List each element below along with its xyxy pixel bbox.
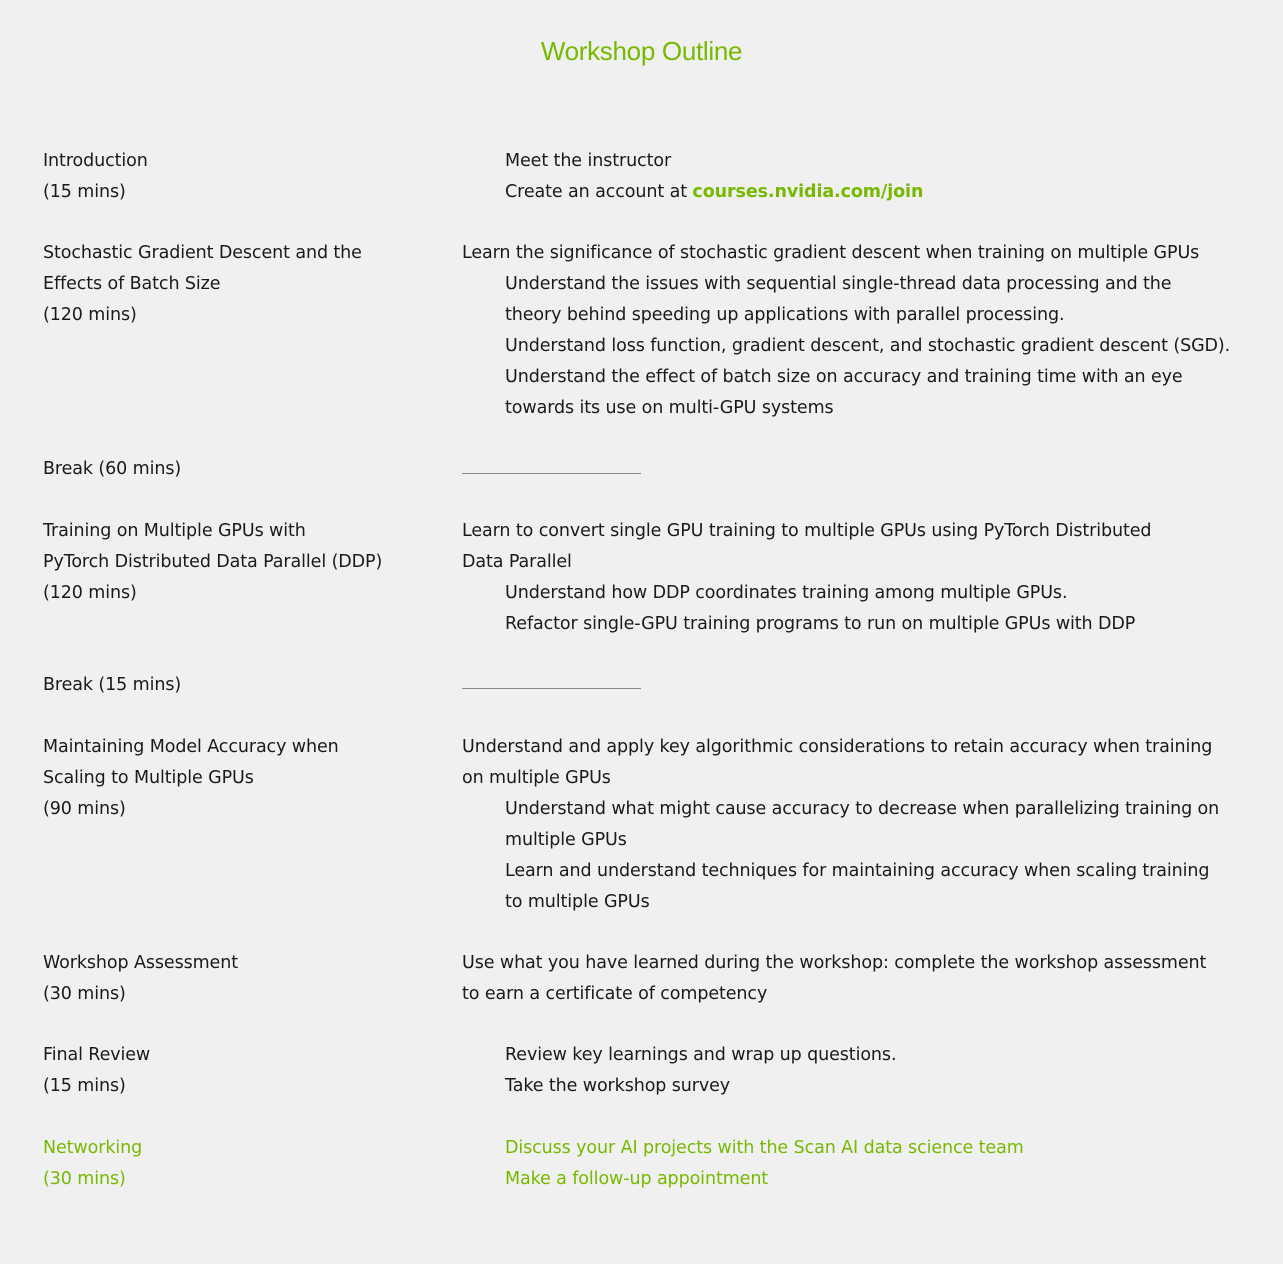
session-name: Networking (43, 1138, 143, 1158)
session-summary: Learn the significance of stochastic gradient descent when training on multiple GPUs (462, 243, 1200, 263)
session-name: Break (60 mins) (43, 459, 182, 479)
session-name-line1: Stochastic Gradient Descent and the (43, 243, 362, 263)
divider (462, 688, 641, 689)
list-item: Understand how DDP coordinates training among multiple GPUs. (505, 583, 1068, 603)
list-item: multiple GPUs (505, 830, 627, 850)
list-item: Understand what might cause accuracy to decrease when parallelizing training on (505, 799, 1220, 819)
session-summary-line1: Learn to convert single GPU training to multiple GPUs using PyTorch Distributed (462, 521, 1152, 541)
session-details (462, 238, 1262, 424)
list-item: Understand the issues with sequential single-thread data processing and the (505, 274, 1172, 294)
list-item: Meet the instructor (505, 151, 672, 171)
divider (462, 473, 641, 474)
session-name-line1: Training on Multiple GPUs with (43, 521, 306, 541)
session-name-line2: PyTorch Distributed Data Parallel (DDP) (43, 552, 383, 572)
session-label (43, 948, 443, 1010)
session-summary-line1: Understand and apply key algorithmic considerations to retain accuracy when training (462, 737, 1213, 757)
session-label (43, 1040, 443, 1102)
list-item: Refactor single-GPU training programs to run on multiple GPUs with DDP (505, 614, 1136, 634)
list-item-account (462, 177, 1262, 208)
session-name: Workshop Assessment (43, 953, 238, 973)
list-item: Make a follow-up appointment (505, 1169, 769, 1189)
session-label (43, 1133, 443, 1195)
session-details (462, 146, 1262, 208)
session-label (43, 238, 443, 331)
session-duration: (90 mins) (43, 799, 126, 819)
session-duration: (30 mins) (43, 984, 126, 1004)
session-label (43, 670, 443, 701)
session-name: Introduction (43, 151, 148, 171)
list-item: Take the workshop survey (505, 1076, 731, 1096)
session-details (462, 1040, 1262, 1102)
session-summary-line2: on multiple GPUs (462, 768, 611, 788)
list-item: Review key learnings and wrap up questions. (505, 1045, 897, 1065)
session-summary-line1: Use what you have learned during the workshop: complete the workshop assessment (462, 953, 1207, 973)
session-name-line2: Scaling to Multiple GPUs (43, 768, 254, 788)
session-duration: (30 mins) (43, 1169, 126, 1189)
session-summary-line2: Data Parallel (462, 552, 572, 572)
session-details (462, 1133, 1262, 1195)
session-name-line1: Maintaining Model Accuracy when (43, 737, 339, 757)
list-item: Discuss your AI projects with the Scan AI data science team (505, 1138, 1024, 1158)
list-item: Understand loss function, gradient descent, and stochastic gradient descent (SGD). (505, 336, 1231, 356)
session-name: Final Review (43, 1045, 151, 1065)
list-item: Learn and understand techniques for maintaining accuracy when scaling training (505, 861, 1210, 881)
list-item: theory behind speeding up applications with parallel processing. (505, 305, 1065, 325)
session-summary-line2: to earn a certificate of competency (462, 984, 768, 1004)
session-label (43, 516, 443, 609)
account-prefix: Create an account at (505, 182, 693, 202)
account-link[interactable]: courses.nvidia.com/join (692, 182, 924, 202)
session-duration: (120 mins) (43, 583, 137, 603)
session-label (43, 454, 443, 485)
session-name-line2: Effects of Batch Size (43, 274, 221, 294)
page-title: Workshop Outline (540, 36, 743, 66)
session-details (462, 732, 1262, 918)
session-duration: (120 mins) (43, 305, 137, 325)
session-label (43, 732, 443, 825)
session-name: Break (15 mins) (43, 675, 182, 695)
session-duration: (15 mins) (43, 182, 126, 202)
list-item: Understand the effect of batch size on accuracy and training time with an eye (505, 367, 1183, 387)
session-duration: (15 mins) (43, 1076, 126, 1096)
session-label (43, 146, 443, 208)
session-details (462, 948, 1262, 1010)
list-item: towards its use on multi-GPU systems (505, 398, 834, 418)
session-details (462, 516, 1262, 640)
list-item: to multiple GPUs (505, 892, 650, 912)
